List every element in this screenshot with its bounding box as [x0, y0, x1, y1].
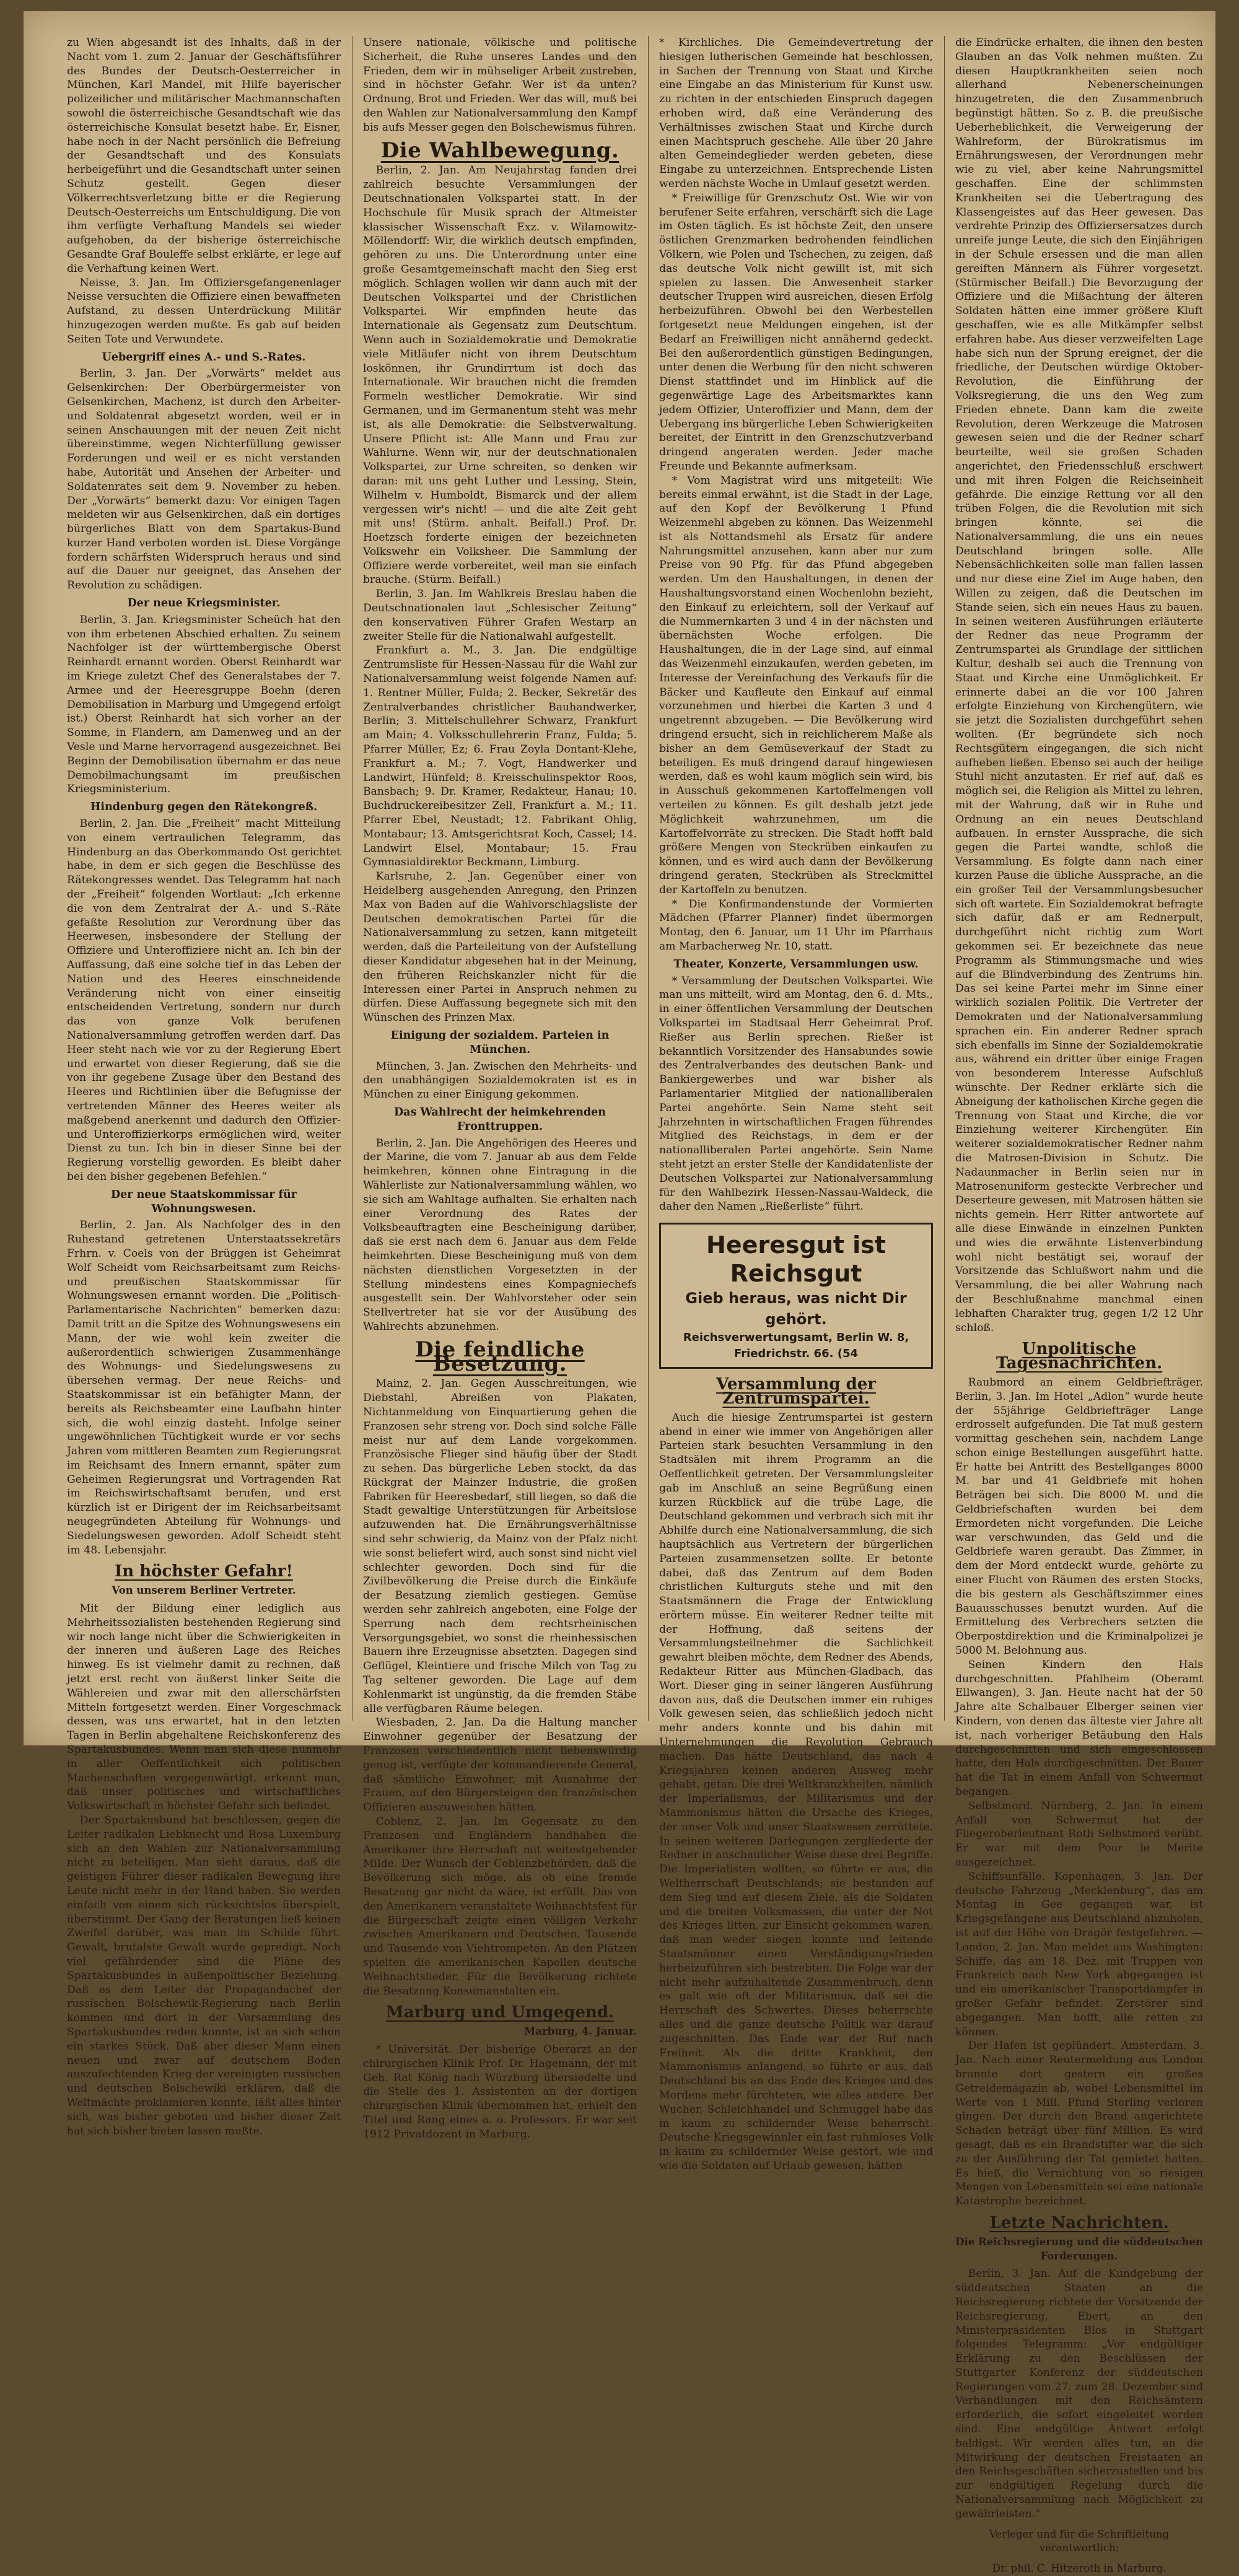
article-paragraph: Berlin, 2. Jan. Die „Freiheit“ macht Mitteilung von einem vertraulichen Telegramm, das Hindenburg an das Oberkommando Ost gerichtet habe, in dem er sich gegen die Beschlüsse des Rätekongresses wendet. Das Telegramm hat nach der „Freiheit“ folgenden Wortlaut: „Ich erkenne die von dem Zentralrat der A.- und S.-Räte gefaßte Resolution zur Verordnung über das Heerwesen, insbesondere der Stellung der Offiziere und Unteroffiziere nicht an. Ich bin der Auffassung, daß eine solche tief in das Leben der Nation und des Heeres einschneidende Veränderung nicht von einer einseitig entscheidenden Vertretung, sondern nur durch das von ganze Volk berufenen Nationalversammlung getroffen werden darf. Das Heer steht nach wie vor zu der Regierung Ebert und erwartet von dieser Regierung, daß sie die von ihr gegebene Zusage über den Bestand des Heeres und Richtlinien über die Befugnisse der vertretenden Männer des Heeres weiter als maßgebend anerkennt und dadurch den Offizier- und Unteroffizierkorps ermöglichen wird, weiter Dienst zu tun. Ich bin in dieser Sinne bei der Regierung vorstellig geworden. Es bleibt daher bei den bisher gegebenen Befehlen.“	[67, 818, 341, 1183]
imprint-editor: Dr. phil. C. Hitzeroth in Marburg.	[992, 2562, 1167, 2575]
article-paragraph: Der Hafen ist geplündert. Amsterdam, 3. Jan. Nach einer Reutermeldung aus London brannte dort gestern ein großes Getreidemagazin ab, wobei Lebensmittel im Werte von 1 Mill. Pfund Sterling verloren gingen. Der durch den Brand angerichtete Schaden beträgt über fünf Million. Es wird gesagt, daß es ein Brandstifter war, die sich zu der Ausführung der Tat gemietet hatten. Es hieß, die Vernichtung von so riesigen Mengen von Lebensmitteln sei eine nationale Katastrophe bezeichnet.	[955, 2040, 1203, 2208]
article-subheading: Die Reichsregierung und die süddeutschen Forderungen.	[955, 2235, 1203, 2262]
column-4	[955, 36, 1203, 2575]
article-paragraph: Mainz, 2. Jan. Gegen Ausschreitungen, wie Diebstahl, Abreißen von Plakaten, Nichtanmeldung von Einquartierung gehen die Franzosen sehr streng vor. Doch sind solche Fälle meist nur auf dem Lande vorgekommen. Französische Flieger sind häufig über der Stadt zu sehen. Das bürgerliche Leben stockt, da das Rückgrat der Mainzer Industrie, die großen Fabriken für Heeresbedarf, still liegen, so daß die Stadt gewaltige Unterstützungen für Arbeitslose aufzuwenden hat. Die Ernährungsverhältnisse sind sehr schwierig, da Mainz von der Pfalz nicht wie sonst beliefert wird, auch sonst sind nicht viel schlechter geworden. Doch sind für die Zivilbevölkerung die Preise durch die Einkäufe der Besatzung ziemlich gestiegen. Gemüse werden sehr zahlreich angeboten, eine Folge der Sperrung nach dem rechtsrheinischen Versorgungsgebiet, wo sonst die rheinhessischen Bauern ihre Erzeugnisse absetzten. Dagegen sind Geflügel, Kleintiere und frische Milch von Tag zu Tag seltener geworden. Die Lage auf dem Kohlenmarkt ist ungünstig, da die fremden Stäbe alle verfügbaren Räume belegen.	[363, 1378, 637, 1715]
article-paragraph: Berlin, 3. Jan. Auf die Kundgebung der süddeutschen Staaten an die Reichsregierung richtete der Vorsitzende der Reichsregierung, Ebert, an den Ministerpräsidenten Blos in Stuttgart folgendes Telegramm: „Vor endgültiger Erklärung zu den Beschlüssen der Stuttgarter Konferenz der süddeutschen Regierungen vom 27. zum 28. Dezember sind Verhandlungen mit den Reichsämtern erforderlich, die sofort eingeleitet worden sind. Eine endgültige Antwort erfolgt baldigst. Wir werden alles tun, an die Mitwirkung der deutschen Freistaaten an den Reichsgeschäften sicherzustellen und bis zur endgültigen Regelung durch die Nationalversammlung nach Möglichkeit zu gewährleisten.“	[955, 2268, 1203, 2520]
article-headline: Marburg und Umgegend.	[385, 2003, 615, 2022]
article-paragraph: Berlin, 3. Jan. Kriegsminister Scheüch hat den von ihm erbetenen Abschied erhalten. Zu seinem Nachfolger ist der württembergische Oberst Reinhardt ernannt worden. Oberst Reinhardt war im Kriege zuletzt Chef des Generalstabes der 7. Armee und der Heeresgruppe Boehn (deren Demobilisation in Marburg und Umgegend erfolgt ist.) Oberst Reinhardt hat sich vorher an der Somme, in Flandern, am Damenweg und an der Vesle und Marne hervorragend ausgezeichnet. Bei Beginn der Demobilisation übernahm er das neue Demobilmachungsamt im preußischen Kriegsministerium.	[67, 613, 341, 796]
column-3	[659, 36, 933, 2172]
ad-slogan: Gieb heraus, was nicht Dir gehört.	[685, 1290, 907, 1329]
article-paragraph: Berlin, 3. Jan. Im Wahlkreis Breslau haben die Deutschnationalen laut „Schlesischer Zeitung“ den konservativen Führer Grafen Westarp an zweiter Stelle für die Nationalwahl aufgestellt.	[363, 588, 637, 643]
section-heading: Einigung der sozialdem. Parteien in München.	[390, 1029, 610, 1056]
article-paragraph: Berlin, 3. Jan. Der „Vorwärts“ meldet aus Gelsenkirchen: Der Oberbürgermeister von Gelsenkirchen, Machenz, ist durch den Arbeiter- und Soldatenrat abgesetzt worden, weil er in seinen Anschauungen mit der neuen Zeit nicht übereinstimme, wegen Nichterfüllung gewisser Forderungen und weil er es nicht verstanden habe, Autorität und Ansehen der Arbeiter- und Soldatenrates seit dem 9. November zu heben. Der „Vorwärts“ bemerkt dazu: Vor einigen Tagen meldeten wir aus Gelsenkirchen, daß ein dortiges bürgerliches Blatt von dem Spartakus-Bund kurzer Hand verboten worden ist. Diese Vorgänge fordern schärfsten Widerspruch heraus und sind auf die Dauer nur geeignet, das Ansehen der Revolution zu schädigen.	[67, 367, 341, 592]
article-headline: Die feindliche Besetzung.	[415, 1337, 585, 1376]
ad-number: (54	[837, 1347, 858, 1361]
section-heading: Theater, Konzerte, Versammlungen usw.	[673, 958, 919, 971]
dateline: Marburg, 4. Januar.	[524, 2025, 637, 2038]
imprint-line: Verleger und für die Schriftleitung verantwortlich:	[989, 2528, 1170, 2554]
ad-address: Reichsverwertungsamt, Berlin W. 8, Friedrichstr. 66. (54	[683, 1331, 909, 1361]
article-headline: Unpolitische Tagesnachrichten.	[996, 1340, 1163, 1373]
article-paragraph: Frankfurt a. M., 3. Jan. Die endgültige Zentrumsliste für Hessen-Nassau für die Wahl zur Nationalversammlung weist folgende Namen auf: 1. Rentner Müller, Fulda; 2. Becker, Sekretär des Zentralverbandes christlicher Bauhandwerker, Berlin; 3. Mittelschullehrer Schwarz, Frankfurt am Main; 4. Volksschullehrerin Franz, Fulda; 5. Pfarrer Müller, Ez; 6. Frau Zoyla Dontant-Klehe, Frankfurt a. M.; 7. Vogt, Handwerker und Landwirt, Hünfeld; 8. Kreisschulinspektor Roos, Bansbach; 9. Dr. Kramer, Redakteur, Hanau; 10. Buchdruckereibesitzer Zell, Frankfurt a. M.; 11. Pfarrer Ebel, Neustadt; 12. Fabrikant Ohlig, Montabaur; 13. Amtsgerichtsrat Koch, Cassel; 14. Landwirt Elsel, Montabaur; 15. Frau Gymnasialdirektor Beckmann, Limburg.	[363, 644, 637, 869]
article-paragraph: Auch die hiesige Zentrumspartei ist gestern abend in einer wie immer von Angehörigen aller Parteien stark besuchten Versammlung in den Stadtsälen mit ihrem Programm an die Oeffentlichkeit getreten. Der Versammlungsleiter gab im Anschluß an seine Begrüßung einen kurzen Rückblick auf die trübe Lage, die Deutschland gekommen und verbrach sich mit ihr Abhilfe durch eine Nationalversammlung, die sich hauptsächlich aus Vertretern der bürgerlichen Parteien zusammensetzen sollte. Er betonte dabei, daß das Zentrum auf dem Boden christlichen Kulturguts stehe und mit den Staatsmännern die Frage der Entwicklung erörtern müsse. Ein weiterer Redner teilte mit der Hoffnung, daß seitens der Versammlungsteilnehmer die Sachlichkeit gewahrt bleiben möchte, dem Redner des Abends, Redakteur Ritter aus München-Gladbach, das Wort. Dieser ging in seiner längeren Ausführung davon aus, daß die Deutschen immer ein ruhiges Volk gewesen seien, das schließlich jedoch nicht mehr anders konnte und bis dahin mit Unternehmungen die Revolution Gebrauch machen. Das hätte Deutschland, das nach 4 Kriegsjahren keinen anderen Ausweg mehr gehabt, getan. Die drei Weltkranzkheiten, nämlich der Imperialismus, der Militarismus und der Mammonismus hätten die Ursache des Krieges, der unser Volk und unser Staatswesen zerrüttete. In seinen weiteren Darlegungen zergliederte der Redner in anschaulicher Weise diese drei Begriffe. Die Imperialisten wollten, so führte er aus, die Weltherrschaft Deutschlands; sie bestanden auf dem Sieg und auf diesem Ziele, als die Soldaten und die breiten Volksmassen, die unter der Not des Krieges litten, zur Einsicht gekommen waren, daß man weder siegen konnte und leitende Staatsmänner einen Verständigungsfrieden herbeizuführen sich bestrebten. Die Folge war der nicht mehr aufzuhaltende Zusammenbruch, denn es galt wie oft der Militarismus, daß sei die Herrschaft des Schwertes. Dieses beherrschte alles und die ganze deutsche Politik war darauf zugeschnitten. Das Ende war der Ruf nach Freiheit. Als die dritte Krankheit, den Mammonismus anlangend, so führte er aus, daß Deutschland bis an das Ende des Krieges und des Mordens mehr fürchteten, wie alles andere. Der Wucher, Schleichhandel und Schmuggel habe das in kaum zu schildernder Weise beherrscht. Deutsche Kriegsgewinnler ein fast ruhmloses Volk in kaum zu schildernder Weise gestört, wie und wie die Soldaten auf Urlaub gewesen, hätten	[659, 1411, 933, 2172]
article-paragraph: Mit der Bildung einer lediglich aus Mehrheitssozialisten bestehenden Regierung sind wir noch lange nicht über die Schwierigkeiten in der inneren und äußeren Lage des Reiches hinweg. Es ist vielmehr damit zu rechnen, daß jetzt erst recht von äußerst linker Seite die Wählereien und zwar mit den allerschärfsten Mitteln fortgesetzt werden. Einer Vorgeschmack dessen, was uns erwartet, hat in den letzten Tagen in Berlin abgehaltene Reichskonferenz des Spartakusbundes. Wenn man sich diese nunmehr in aller Oeffentlichkeit sich politischen Machenschaften vergegenwärtigt, erkennt man, daß unser politisches und wirtschaftliches Volkswirtschaft in höchster Gefahr sich befindet.	[67, 1602, 341, 1813]
article-paragraph: Karlsruhe, 2. Jan. Gegenüber einer von Heidelberg ausgehenden Anregung, den Prinzen Max von Baden auf die Wahlvorschlagsliste der Deutschen demokratischen Partei für die Nationalversammlung zu setzen, kann mitgeteilt werden, daß die Parteileitung von der Aufstellung dieser Kandidatur abgesehen hat in der Meinung, den früheren Reichskanzler nicht für die Interessen einer Partei in Anspruch nehmen zu dürfen. Diese Auffassung begegnete sich mit den Wünschen des Prinzen Max.	[363, 870, 637, 1024]
article-paragraph: * Universität. Der bisherige Oberarzt an der chirurgischen Klinik Prof. Dr. Hagemann, der mit Geh. Rat König nach Würzburg übersiedelte und die Stelle des 1. Assistenten an der dortigen chirurgischen Klinik übernommen hat, erhielt den Titel und Rang eines a. o. Professors. Er war seit 1912 Privatdozent in Marburg.	[363, 2043, 637, 2141]
article-paragraph: * Freiwillige für Grenzschutz Ost. Wie wir von berufener Seite erfahren, verschärft sich die Lage im Osten täglich. Es ist höchste Zeit, den unsere östlichen Grenzmarken bedrohenden feindlichen Völkern, wie Polen und Tschechen, zu zeigen, daß das deutsche Volk nicht gewillt ist, mit sich spielen zu lassen. Die Anwesenheit starker deutscher Truppen wird ausreichen, diesen Erfolg herbeizuführen. Obwohl bei den Werbestellen fortgesetzt neue Meldungen eingehen, ist der Bedarf an Freiwilligen nicht annähernd gedeckt. Bei den außerordentlich günstigen Bedingungen, unter denen die Werbung für den nicht schweren Dienst stattfindet und im Hinblick auf die gegenwärtige Lage des Arbeitsmarktes kann jedem Offizier, Unteroffizier und Mann, dem der Uebergang ins bürgerliche Leben Schwierigkeiten bereitet, der Eintritt in den Grenzschutzverband dringend angeraten werden. Jeder mache Freunde und Bekannte aufmerksam.	[659, 191, 933, 473]
section-heading: Das Wahlrecht der heimkehrenden Fronttruppen.	[393, 1106, 606, 1133]
article-paragraph: Coblenz, 2. Jan. Im Gegensatz zu den Franzosen und Engländern handhaben die Amerikaner ihre Herrschaft mit weitestgehender Milde. Der Wunsch der Coblenzbehörden, daß die Bevölkerung sich möge, als ob eine fremde Besatzung gar nicht da wäre, ist erfüllt. Das von den Amerikanern veranstaltete Weihnachtsfest für die Bürgerschaft zeigte einen völligen Verkehr zwischen Amerikanern und Deutschen. Tausende und Tausende von Viehtrompeten. An den Plätzen spielten die amerikanischen Kapellen deutsche Weihnachtslieder. Für die Bevölkerung richtete die Besatzung Konsumanstalten ein.	[363, 1815, 637, 1997]
article-paragraph: Berlin, 2. Jan. Die Angehörigen des Heeres und der Marine, die vom 7. Januar ab aus dem Felde heimkehren, können ohne Eintragung in die Wählerliste zur Nationalversammlung wählen, wo sie sich am Wahltage aufhalten. Sie erhalten nach einer Verordnung des Rates der Volksbeauftragten eine Bescheinigung darüber, daß sie erst nach dem 6. Januar aus dem Felde heimkehrten. Diese Bescheinigung muß von dem nächsten dienstlichen Vorgesetzten in der Stellung mindestens eines Kompagniechefs ausgestellt sein. Der Wahlvorsteher oder sein Stellvertreter hat sie vor der Ausübung des Wahlrechts abzunehmen.	[363, 1137, 637, 1333]
article-byline: Von unserem Berliner Vertreter.	[112, 1584, 296, 1597]
section-heading: Der neue Kriegsminister.	[127, 597, 281, 610]
ad-headline: Heeresgut ist Reichsgut	[706, 1231, 886, 1288]
article-paragraph: Berlin, 2. Jan. Als Nachfolger des in den Ruhestand getretenen Unterstaatssekretärs Frhrn. v. Coels von der Brüggen ist Geheimrat Wolf Scheidt vom Reichsarbeitsamt zum Reichs- und preußischen Staatskommissar für Wohnungswesen ernannt worden. Die „Politisch-Parlamentarische Nachrichten“ bemerken dazu: Damit tritt an die Spitze des Wohnungswesens ein Mann, der wie wohl kein zweiter die außerordentlich schwierigen Zusammenhänge des Wohnungs- und Siedelungswesens zu übersehen vermag. Der neue Reichs- und Staatskommissar ist ein befähigter Mann, der bereits als Reichsbeamter eine Laufbahn hinter sich, die wohl einzig dasteht. Infolge seiner ungewöhnlichen Tüchtigkeit wurde er vor sechs Jahren vom mittleren Beamten zum Regierungsrat im Reichsamt des Innern ernannt, später zum Geheimen Regierungsrat und Vortragenden Rat im Reichswirtschaftsamt berufen, und erst kürzlich ist er Dirigent der im Reichsarbeitsamt neugegründeten Abteilung für Wohnungs- und Siedelungswesen geworden. Adolf Scheidt steht im 48. Lebensjahr.	[67, 1219, 341, 1557]
article-paragraph: * Vom Magistrat wird uns mitgeteilt: Wie bereits einmal erwähnt, ist die Stadt in der Lage, auf den Kopf der Bevölkerung 1 Pfund Weizenmehl abgeben zu können. Das Weizenmehl ist als Nottandsmehl als Ersatz für andere Nahrungsmittel anzusehen, kann aber nur zum Preise von 90 Pfg. für das Pfund abgegeben werden. Um den Haushaltungen, in denen der Haushaltungsvorstand einen Wochenlohn bezieht, den Einkauf zu erleichtern, soll der Verkauf auf die Nummernkarten 3 und 4 in der nächsten und übernächsten Woche erfolgen. Die Haushaltungen, die in der Lage sind, auf einmal das Weizenmehl einzukaufen, werden gebeten, im Interesse der Vereinfachung des Verkaufs für die Bäcker und Kaufleute den Einkauf auf einmal vorzunehmen und hierbei die Karten 3 und 4 ungetrennt abzugeben. — Die Bevölkerung wird dringend ersucht, sich in reichlicherem Maße als bisher an dem Gemüseverkauf der Stadt zu beteiligen. Es muß dringend darauf hingewiesen werden, daß es wohl kaum möglich sein wird, bis in Ausschuß gekommenen Kartoffelmengen voll verteilen zu können. Es gilt deshalb jetzt jede Möglichkeit wahrzunehmen, um die Kartoffelvorräte zu strecken. Die Stadt hofft bald größere Mengen von Steckrüben einkaufen zu können, und es wird auch dann der Bevölkerung dringend geraten, Steckrüben als Streckmittel der Kartoffeln zu benutzen.	[659, 474, 933, 896]
section-heading: Der neue Staatskommissar für Wohnungswesen.	[110, 1188, 297, 1215]
article-paragraph: Neisse, 3. Jan. Im Offiziersgefangenenlager Neisse versuchten die Offiziere einen bewaffneten Aufstand, zu dessen Unterdrückung Militär hinzugezogen werden mußte. Es gab auf beiden Seiten Tote und Verwundete.	[67, 276, 341, 346]
column-1	[67, 36, 341, 2137]
article-paragraph: Selbstmord. Nürnberg, 2. Jan. In einem Anfall von Schwermut hat der Fliegeroberleutnant Roth Selbstmord verübt. Er war mit dem Pour le Merite ausgezeichnet.	[955, 1799, 1203, 1869]
article-paragraph: Berlin, 2. Jan. Am Neujahrstag fanden drei zahlreich besuchte Versammlungen der Deutschnationalen Volkspartei statt. In der Hochschule für Musik sprach der Altmeister klassischer Wissenschaft Exz. v. Wilamowitz-Möllendorff: Wir, die wirklich deutsch empfinden, gehören zu uns. Die Unterordnung unter eine große Gesamtgemeinschaft macht den Sieg erst möglich. Schlagen wollen wir dann auch mit der Deutschen Volkspartei und der Christlichen Volkspartei. Wir empfinden heute das Internationale als Gegensatz zum Deutschtum. Wenn auch in Sozialdemokratie und Demokratie viele Mitläufer nicht von ihrem Deutschtum loskönnen, ihr Grundirrtum ist doch das Internationale. Wir brauchen nicht die fremden Formeln westlicher Demokratie. Wir sind Germanen, und im Germanentum steht was mehr ist, als alle Demokratie: die Selbstverwaltung. Unsere Pflicht ist: Alle Mann und Frau zur Wahlurne. Wenn wir, nur der deutschnationalen Volkspartei, zur Urne schreiten, so denken wir daran: mit uns geht Luther und Lessing, Stein, Wilhelm v. Humboldt, Bismarck und der allem vergessen wir's nicht! — und die alte Zeit geht mit uns! (Stürm. anhalt. Beifall.) Prof. Dr. Hoetzsch forderte einigen der bezeichneten Volkswehr ein Volksheer. Die Sammlung der Offiziere werde vorbereitet, weil man sie einfach brauche. (Stürm. Beifall.)	[363, 164, 637, 587]
article-headline: Versammlung der Zentrumspartei.	[716, 1375, 876, 1408]
article-paragraph: * Die Konfirmandenstunde der Vormierten Mädchen (Pfarrer Planner) findet übermorgen Montag, den 6. Januar, um 11 Uhr im Pfarrhaus am Marbacherweg Nr. 10, statt.	[659, 897, 933, 953]
article-headline: Letzte Nachrichten.	[989, 2213, 1169, 2232]
column-2	[363, 36, 637, 2141]
article-paragraph: Wiesbaden, 2. Jan. Da die Haltung mancher Einwohner gegenüber der Besatzung der Franzosen verschiedentlich nicht liebenswürdig genug ist, verfügte der kommandierende General, daß sämtliche Einwohner, mit Ausnahme der Frauen, auf den Bürgersteigen den französischen Offizieren auszuweichen hätten.	[363, 1716, 637, 1814]
article-paragraph: * Kirchliches. Die Gemeindevertretung der hiesigen lutherischen Gemeinde hat beschlossen, in Sachen der Trennung von Staat und Kirche eine Eingabe an das Ministerium für Kunst usw. zu richten in der entschieden Einspruch dagegen erhoben wird, daß eine Veränderung des Verhältnisses zwischen Staat und Kirche durch einen Machtspruch geschehe. Alle über 20 Jahre alten Gemeindeglieder werden gebeten, diese Eingabe zu unterzeichnen. Entsprechende Listen werden nächste Woche in Umlauf gesetzt werden.	[659, 37, 933, 190]
article-paragraph: Raubmord an einem Geldbriefträger. Berlin, 3. Jan. Im Hotel „Adlon“ wurde heute der 55jährige Geldbriefträger Lange erdrosselt aufgefunden. Die Tat muß gestern vormittag geschehen sein, nachdem Lange schon einige Bestellungen ausgeführt hatte. Er hatte bei Antritt des Bestellganges 8000 M. bar und 41 Geldbriefe mit hohen Beträgen bei sich. Die 8000 M. und die Geldbriefschaften wurden bei dem Ermordeten nicht vorgefunden. Die Leiche war verschwunden, das Geld und die Geldbriefe waren geraubt. Das Zimmer, in dem der Mord entdeckt wurde, gehörte zu einer Flucht von Räumen des ersten Stocks, die bis gestern als Geschäftszimmer eines Bauausschusses benutzt wurden. Auf die Ermittelung des Verbrechers setzten die Oberpostdirektion und die Kriminalpolizei je 5000 M. Belohnung aus.	[955, 1376, 1203, 1657]
advertisement-box	[659, 1223, 933, 1369]
article-headline: Die Wahlbewegung.	[380, 138, 620, 163]
newspaper-page	[24, 11, 1215, 2575]
article-paragraph: Schiffsunfälle. Kopenhagen, 3. Jan. Der deutsche Fahrzeug „Mecklenburg“, das am Montag in Gee gegangen war, ist Kriegsgefangene aus Deutschland abzuholen, ist auf der Höhe von Dragör festgefahren. — London, 2. Jan. Man meldet aus Washington: Schiffe, das am 18. Dez. mit Truppen von Frankreich nach New York abgegangen ist und ein amerikanischer Transportdampfer in großer Gefahr befindet. Zerstörer sind abgegangen. Man hofft, alle retten zu können.	[955, 1870, 1203, 2038]
section-heading: Hindenburg gegen den Rätekongreß.	[90, 801, 318, 814]
article-paragraph: Seinen Kindern den Hals durchgeschnitten. Pfahlheim (Oberamt Ellwangen), 3. Jan. Heute nacht hat der 50 Jahre alte Schalbauer Elberger seinen vier Kindern, von denen das älteste vier Jahre alt ist, nach vorheriger Betäubung den Hals durchgeschnitten und sich eingeschlossen hatte, den Hals durchgeschnitten. Der Bauer hat die Tat in einem Anfall von Schwermut begangen.	[955, 1658, 1203, 1799]
article-paragraph: München, 3. Jan. Zwischen den Mehrheits- und den unabhängigen Sozialdemokraten ist es in München zu einer Einigung gekommen.	[363, 1060, 637, 1101]
article-headline: In höchster Gefahr!	[115, 1562, 293, 1581]
article-paragraph: die Eindrücke erhalten, die ihnen den besten Glauben an das Volk nehmen mußten. Zu diesen Hauptkrankheiten seien noch allerhand Nebenerscheinungen hinzugetreten, die den Zusammenbruch begünstigt hätten. So z. B. die preußische Ueberheblichkeit, die Verweigerung der Wahlreform, der Bürokratismus im Ernährungswesen, der Verordnungen mehr wie zu viel, aber keine Nahrungsmittel geschaffen. Eine der schlimmsten Krankheiten sei die Uebertragung des Klassengeistes auf das Heer gewesen. Das verdrehte Prinzip des Offiziersersatzes durch unreife junge Leute, die sich den Einjährigen in der Schule ersessen und die man allen gereiften Männern als Führer vorgesetzt. (Stürmischer Beifall.) Die Bevorzugung der Offiziere und die Mißachtung der älteren Soldaten hätten eine immer größere Kluft geschaffen, wie es alle Mitkämpfer selbst erfahren habe. Aus dieser verzweifelten Lage habe sich nun der Sprung ereignet, der die friedliche, der Deutschen würdige Oktober-Revolution, die Einführung der Volksregierung, die uns den Weg zum Frieden ebnete. Dann kam die zweite Revolution, deren Werkzeuge die Matrosen gewesen seien und die der Redner scharf beurteilte, weil sie großen Schaden angerichtet, den Friedensschluß erschwert und mit ihren Folgen die Reichseinheit gefährde. Die einzige Rettung vor all den trüben Folgen, die die Revolution mit sich bringen könnte, sei die Nationalversammlung, die uns ein neues Deutschland bringen solle. Alle Nebensächlichkeiten solle man fallen lassen und nur diese eine Ziel im Auge haben, den Willen zu zeigen, daß die Deutschen im Stande seien, sich ein neues Haus zu bauen. In seinen weiteren Ausführungen erläuterte der Redner das neue Programm der Zentrumspartei als Grundlage der sittlichen Kultur, deshalb sei auch die Trennung von Staat und Kirche eine Unmöglichkeit. Er erinnerte dabei an die vor 100 Jahren erfolgte Einziehung von Kirchengütern, wie sie jetzt die Sozialisten durchgeführt sehen wollten. (Er begründete sich noch Rechtsgütern eingegangen, die sich nicht aufheben ließen. Ebenso sei auch der heilige Stuhl nicht anzutasten. Er rief auf, daß es möglich sei, die Religion als Mittel zu lehren, mit der Wahrung, daß wir in Ruhe und Ordnung an ein neues Deutschland aufbauen. In ernster Aussprache, die sich gegen die Partei wandte, schloß die Versammlung. Es folgte dann nach einer kurzen Pause die übliche Aussprache, an die ein großer Teil der Versammlungsbesucher sich oft wartete. Ein Sozialdemokrat befragte sich dafür, daß er am Rednerpult, durchgeführt nicht richtig zum Wort gekommen sei. Er bezeichnete das neue Programm als Stimmungsmache und wies auf die Blindverbindung des Zentrums hin. Das sei keine Partei mehr im Sinne einer wirklich sozialen Politik. Die Vertreter der Demokraten und der Nationalversammlung sprachen ein. Ein anderer Redner sprach sich ebenfalls im Sinne der Sozialdemokratie aus, während ein dritter über einige Fragen von besonderem Interesse Aufschluß wünschte. Der Redner erklärte sich die Abneigung der katholischen Kirche gegen die Trennung von Staat und Kirche, die vor Einziehung weiterer Kirchengüter. Ein weiterer sozialdemokratischer Redner nahm die Matrosen-Division in Schutz. Die Nadaunmacher in Berlin seien nur in Matrosenuniform gesteckte Verbrecher und Deserteure gewesen, mit Matrosen hätten sie nichts gemein. Herr Ritter antwortete auf alle diese Einwände in einzelnen Punkten und wies die erwähnte Listenverbindung wohl nicht bestätigt sei, worauf der Vorsitzende das Schlußwort nahm und die Versammlung, die bei aller Wahrung nach der Beschlußnahme manchmal einen lebhaften Charakter trug, gegen 1/2 12 Uhr schloß.	[955, 37, 1203, 1334]
column-rule	[944, 36, 945, 1721]
section-heading: Uebergriff eines A.- und S.-Rates.	[102, 351, 306, 364]
article-paragraph: zu Wien abgesandt ist des Inhalts, daß in der Nacht vom 1. zum 2. Januar der Geschäftsführer des Bundes der Deutsch-Oesterreicher in München, Karl Mandel, mit Hilfe bayerischer polizeilicher und militärischer Machmannschaften sowohl die österreichische Gesandtschaft wie das österreichische Konsulat besetzt habe. Er, Eisner, habe noch in der Nacht persönlich die Befreiung der Gesandtschaft und des Konsulats herbeigeführt und die Gesandtschaft unter seinen Schutz gestellt. Gegen dieser Völkerrechtsverletzung bitte er die Regierung Deutsch-Oesterreichs um Entschuldigung. Die von ihm verfügte Verhaftung Mandels sei wieder aufgehoben, da der bisherige österreichische Gesandte Graf Bouleffe selbst erklärte, er lege auf die Verhaftung keinen Wert.	[67, 37, 341, 275]
article-paragraph: * Versammlung der Deutschen Volkspartei. Wie man uns mitteilt, wird am Montag, den 6. d. Mts., in einer öffentlichen Versammlung der Deutschen Volkspartei im Stadtsaal Herr Geheimrat Prof. Rießer aus Berlin sprechen. Rießer ist bekanntlich Vorsitzender des Hansabundes sowie des Zentralverbandes des deutschen Bank- und Bankiergewerbes und war bisher als Parlamentarier Mitglied der nationalliberalen Partei angehörte. Sein Name steht seit Jahrzehnten in wirtschaftlichen Fragen führendes Mitglied des Reichstags, in dem er der nationalliberalen Partei angehörte. Sein Name steht jetzt an erster Stelle der Kandidatenliste der Deutschen Volkspartei zur Nationalversammlung für den Wahlbezirk Hessen-Nassau-Waldeck, die daher den Namen „Rießerliste“ führt.	[659, 974, 933, 1213]
article-paragraph: Unsere nationale, völkische und politische Sicherheit, die Ruhe unseres Landes und den Frieden, dem wir in mühseliger Arbeit zustreben, sind in höchster Gefahr. Wer ist da unten? Ordnung, Brot und Frieden. Wer das will, muß bei den Wahlen zur Nationalversammlung den Kampf bis aufs Messer gegen den Bolschewismus führen.	[363, 37, 637, 134]
column-rule	[648, 36, 649, 1721]
article-paragraph: Der Spartakusbund hat beschlossen, gegen die Leiter radikalen Liebknecht und Rosa Luxemburg sich an den Wahlen zur Nationalversammlung nicht zu beteiligen. Man sieht daraus, daß die geistigen Führer dieser radikalen Bewegung ihre Leute nicht mehr in der Hand haben. Sie werden einfach von einem sich rücksichtslos überspielt, überstimmt. Der Gang der Beratungen ließ keinen Zweifel darüber, was man im Schilde führt. Gewalt, brutalste Gewalt wurde gepredigt. Noch viel gefährdender sind die Pläne des Spartakusbundes in außenpolitischer Beziehung. Daß es dem Leiter der Propagandachef der russischen Bolschewik-Regierung nach Berlin kommen und dort in der Versammlung des Spartakusbundes reden konnte, ist an sich schon ein starkes Stück. Daß aber dieser Mann einen neuen und zwar auf deutschem Boden auszufechtenden Krieg der vereinigten russischen und deutschen Bolschewiki erklären, daß die Weltmächte proklamieren konnte, läßt alles hinter sich, was bisher geboten und bisher dieser Zeit hat sich bisher bieten lassen mußte.	[67, 1814, 341, 2137]
